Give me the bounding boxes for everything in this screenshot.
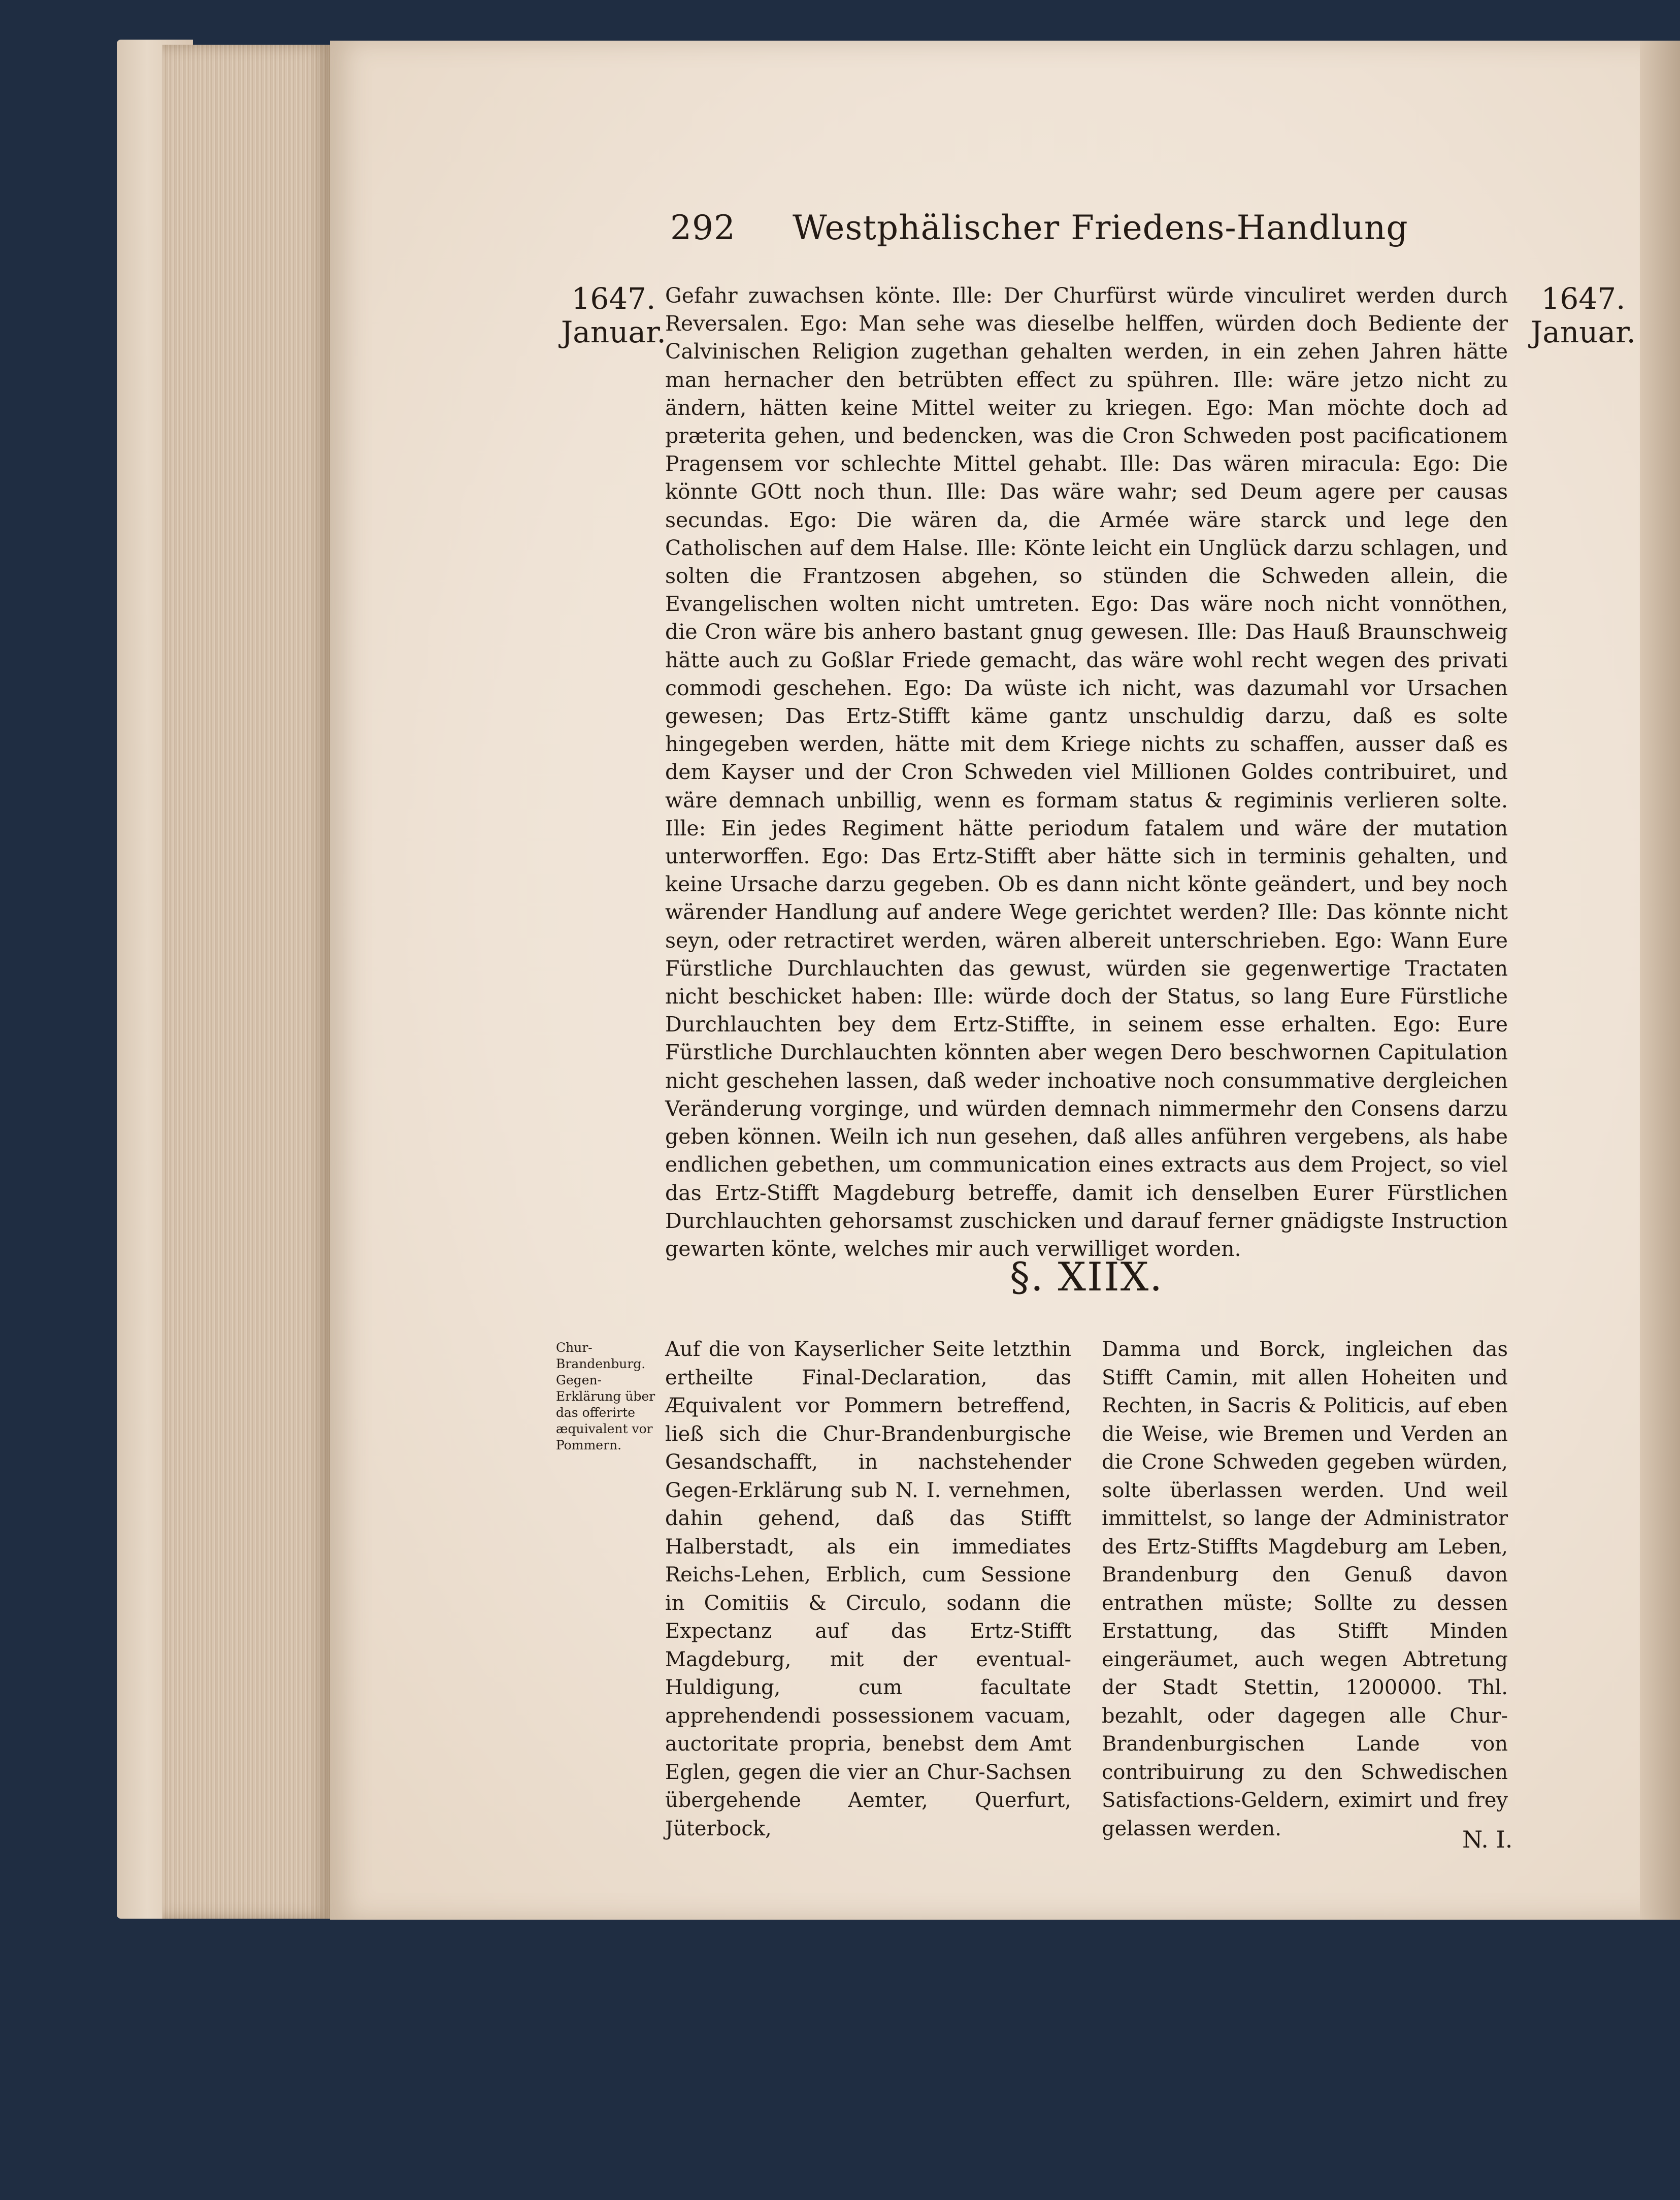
margin-month: Januar. xyxy=(561,315,666,349)
marginal-note: Chur-Brandenburg. Gegen-Erklärung über das offerirte æquivalent vor Pommern. xyxy=(556,1340,655,1452)
column-text: Auf die von Kayserlicher Seite letzthin ertheilte Final-Declaration, das Æquivalent vor Pommern betreffend, ließ sich die Chur-Brandenburgische Gesandschafft, in nachstehender Gegen-Erklärung sub N. I. vernehmen, dahin gehend, daß das Stifft Halberstadt, als ein immediates Reichs-Lehen, Erblich, cum Sessione in Comitiis & Circulo, sodann die Expectanz auf das Ertz-Stifft Magdeburg, mit der eventual-Huldigung, cum facultate apprehendendi possessionem vacuam, auctoritate propria, benebst dem Amt Eglen, gegen die vier an Chur-Sachsen übergehende Aemter, Querfurt, Jüterbock, xyxy=(665,1338,1071,1840)
page-edges xyxy=(162,45,330,1919)
facing-page-edge xyxy=(1640,41,1680,1920)
running-header xyxy=(670,208,1408,247)
margin-year: 1647. xyxy=(1541,281,1626,316)
running-title: Westphälischer Friedens-Handlung xyxy=(792,208,1408,247)
catchword: N. I. xyxy=(1462,1826,1513,1853)
margin-date-right xyxy=(1531,282,1636,349)
body-text: Gefahr zuwachsen könte. Ille: Der Churfürst würde vinculiret werden durch Reversalen. Ego: Man sehe was dieselbe helffen, würden doch Bediente der Calvinischen Religion zugethan gehalten werden, in ein zehen Jahren hätte man hernacher den betrübten effect zu spühren. Ille: wäre jetzo nicht zu ändern, hätten keine Mittel weiter zu kriegen. Ego: Man möchte doch ad præterita gehen, und bedencken, was die Cron Schweden post pacificationem Pragensem vor schlechte Mittel gehabt. Ille: Das wären miracula: Ego: Die könnte GOtt noch thun. Ille: Das wäre wahr; sed Deum agere per causas secundas. Ego: Die wären da, die Armée wäre starck und lege den Catholischen auf dem Halse. Ille: Könte leicht ein Unglück darzu schlagen, und solten die Frantzosen abgehen, so stünden die Schweden allein, die Evangelischen wolten nicht umtreten. Ego: Das wäre noch nicht vonnöthen, die Cron wäre bis anhero bastant gnug gewesen. Ille: Das Hauß Braunschweig hätte auch zu Goßlar Friede gemacht, das wäre wohl recht wegen des privati commodi geschehen. Ego: Da wüste ich nicht, was dazumahl vor Ursachen gewesen; Das Ertz-Stifft käme gantz unschuldig darzu, daß es solte hingegeben werden, hätte mit dem Kriege nichts zu schaffen, ausser daß es dem Kayser und der Cron Schweden viel Millionen Goldes contribuiret, und wäre demnach unbillig, wenn es formam status & regiminis verlieren solte. Ille: Ein jedes Regiment hätte periodum fatalem und wäre der mutation unterworffen. Ego: Das Ertz-Stifft aber hätte sich in terminis gehalten, und keine Ursache darzu gegeben. Ob es dann nicht könte geändert, und bey noch wärender Handlung auf andere Wege gerichtet werden? Ille: Das könnte nicht seyn, oder retractiret werden, wären albereit unterschrieben. Ego: Wann Eure Fürstliche Durchlauchten das gewust, würden sie gegenwertige Tractaten nicht beschicket haben: Ille: würde doch der Status, so lang Eure Fürstliche Durchlauchten bey dem Ertz-Stiffte, in seinem esse erhalten. Ego: Eure Fürstliche Durchlauchten könnten aber wegen Dero beschwornen Capitulation nicht geschehen lassen, daß weder inchoative noch consummative dergleichen Veränderung vorginge, und würden demnach nimmermehr den Consens darzu geben können. Weiln ich nun gesehen, daß alles anführen vergebens, als habe endlichen gebethen, um communication eines extracts aus dem Project, so viel das Ertz-Stifft Magdeburg betreffe, damit ich denselben Eurer Fürstlichen Durchlauchten gehorsamst zuschicken und darauf ferner gnädigste Instruction gewarten könte, welches mir auch verwilliget worden. xyxy=(665,283,1508,1261)
margin-date-left xyxy=(561,282,666,349)
section-heading: §. XIIX. xyxy=(1009,1254,1164,1300)
margin-year: 1647. xyxy=(571,281,656,316)
column-text: Damma und Borck, ingleichen das Stifft Camin, mit allen Hoheiten und Rechten, in Sacris & Politicis, auf eben die Weise, wie Bremen und Verden an die Crone Schweden gegeben würden, solte überlassen werden. Und weil immittelst, so lange der Administrator des Ertz-Stiffts Magdeburg am Leben, Brandenburg den Genuß davon entrathen müste; Sollte zu dessen Erstattung, das Stifft Minden eingeräumet, auch wegen Abtretung der Stadt Stettin, 1200000. Thl. bezahlt, oder dagegen alle Chur-Brandenburgischen Lande von contribuirung zu den Schwedischen Satisfactions-Geldern, eximirt und frey gelassen werden. xyxy=(1102,1338,1508,1840)
dialogue-paragraph xyxy=(665,282,1508,1263)
page-number: 292 xyxy=(670,208,736,247)
margin-month: Januar. xyxy=(1531,315,1636,349)
text-column-left xyxy=(665,1336,1071,1843)
text-column-right xyxy=(1102,1336,1508,1843)
